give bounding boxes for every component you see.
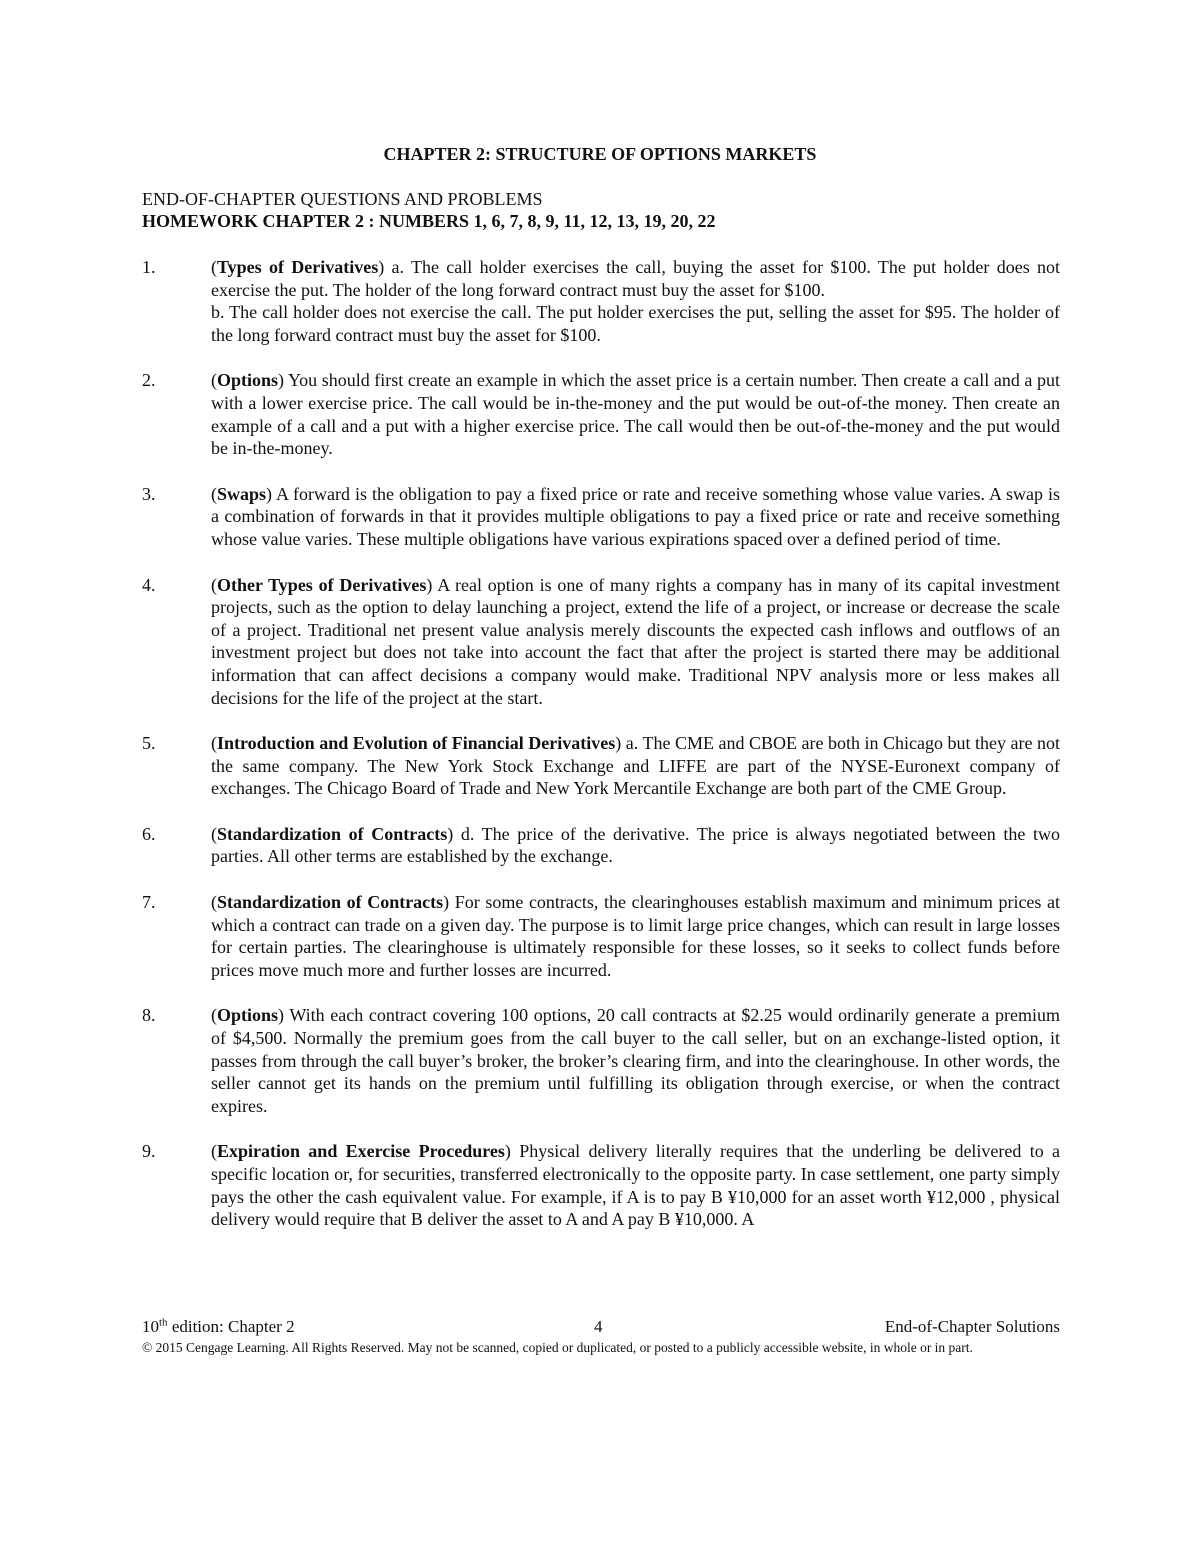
answer-paragraph bbox=[211, 1140, 1060, 1230]
answer-text: a. The CME and CBOE are both in Chicago but they are not the same company. The New York Stock Exchange and LIFFE are part of the NYSE-Euronext company of exchanges. The Chicago Board of Trade and New York Mercantile Exchange are both part of the CME Group. bbox=[211, 733, 1060, 799]
question-topic-label: Other Types of Derivatives bbox=[217, 574, 427, 595]
question-number: 3. bbox=[142, 483, 156, 504]
answer-text: You should first create an example in which the asset price is a certain number. Then create a call and a put with a lower exercise price. The call would be in-the-money and the put would be out-of-the money. Then create an example of a call and a put with a higher exercise price. The call would then be out-of-the-money and the put would be in-the-money. bbox=[211, 370, 1060, 459]
answer-paragraph bbox=[211, 891, 1060, 981]
answer-text: d. The price of the derivative. The price is always negotiated between the two parties. All other terms are established by the exchange. bbox=[211, 823, 1061, 867]
answer-paragraph bbox=[211, 1004, 1060, 1117]
answer-paragraph bbox=[211, 301, 1060, 346]
question-number: 2. bbox=[142, 370, 156, 391]
question-topic-label: Expiration and Exercise Procedures bbox=[217, 1141, 505, 1162]
question-item bbox=[142, 369, 1060, 459]
question-topic: (Standardization of Contracts) bbox=[211, 823, 461, 844]
question-number: 8. bbox=[142, 1005, 156, 1026]
footer-right-label: End-of-Chapter Solutions bbox=[884, 1317, 1060, 1336]
question-topic: (Other Types of Derivatives) bbox=[211, 574, 438, 595]
question-item bbox=[142, 1140, 1060, 1230]
question-item bbox=[142, 256, 1060, 346]
question-topic-label: Swaps bbox=[217, 483, 267, 504]
question-topic: (Introduction and Evolution of Financial Derivatives) bbox=[211, 733, 626, 754]
answer-paragraph bbox=[211, 732, 1060, 800]
answer-text: Physical delivery literally requires that the underling be delivered to a specific location or, for securities, transferred electronically to the opposite party. In case settlement, one party simply pays the other the cash equivalent value. For example, if A is to pay B ¥10,000 for an asset worth ¥12,000 , physical delivery would require that B deliver the asset to A and A pay B ¥10,000. A bbox=[211, 1141, 1060, 1230]
question-item bbox=[142, 574, 1060, 710]
answer-paragraph bbox=[211, 574, 1060, 710]
edition-number: 10 bbox=[142, 1317, 159, 1336]
homework-assignment: HOMEWORK CHAPTER 2 : NUMBERS 1, 6, 7, 8, 9, 11, 12, 13, 19, 20, 22 bbox=[142, 211, 716, 231]
question-item bbox=[142, 1004, 1060, 1117]
question-number: 7. bbox=[142, 892, 156, 913]
question-list bbox=[142, 256, 1060, 1254]
answer-text: A real option is one of many rights a company has in many of its capital investment projects, such as the option to delay launching a project, extend the life of a project, or increase or decrease the scale of a project. Traditional net present value analysis merely discounts the expected cash inflows and outflows of an investment project but does not take into account the fact that after the project is started there may be additional information that can affect decisions a company would make. Traditional NPV analysis more or less makes all decisions for the life of the project at the start. bbox=[211, 574, 1060, 708]
section-subheading: END-OF-CHAPTER QUESTIONS AND PROBLEMS bbox=[142, 189, 543, 209]
question-topic-label: Standardization of Contracts bbox=[217, 823, 448, 844]
answer-paragraph bbox=[211, 256, 1060, 301]
answer-paragraph bbox=[211, 823, 1060, 868]
page-footer bbox=[142, 1316, 1060, 1338]
question-item bbox=[142, 732, 1060, 800]
question-topic: (Types of Derivatives) bbox=[211, 257, 392, 277]
question-topic-label: Options bbox=[217, 1005, 279, 1026]
question-topic: (Expiration and Exercise Procedures) bbox=[211, 1141, 520, 1162]
question-number: 5. bbox=[142, 733, 156, 754]
answer-paragraph bbox=[211, 483, 1060, 551]
answer-text: For some contracts, the clearinghouses establish maximum and minimum prices at which a contract can trade on a given day. The purpose is to limit large price changes, which can result in large losses for certain parties. The clearinghouse is ultimately responsible for these losses, so it seeks to collect funds before prices move much more and further losses are incurred. bbox=[211, 892, 1061, 980]
question-item bbox=[142, 823, 1060, 868]
answer-text: A forward is the obligation to pay a fixed price or rate and receive something whose value varies. A swap is a combination of forwards in that it provides multiple obligations to pay a fixed price or rate and receive something whose value varies. These multiple obligations have various expirations spaced over a defined period of time. bbox=[211, 483, 1060, 549]
question-number: 4. bbox=[142, 574, 156, 595]
question-topic: (Options) bbox=[211, 370, 288, 391]
page-number: 4 bbox=[594, 1317, 603, 1336]
copyright-notice: © 2015 Cengage Learning. All Rights Reserved. May not be scanned, copied or duplicated, or posted to a publicly accessible website, in whole or in part. bbox=[142, 1340, 973, 1355]
question-number: 6. bbox=[142, 823, 156, 844]
chapter-title: CHAPTER 2: STRUCTURE OF OPTIONS MARKETS bbox=[383, 144, 817, 164]
footer-edition bbox=[142, 1316, 295, 1338]
question-item bbox=[142, 483, 1060, 551]
question-topic-label: Types of Derivatives bbox=[217, 257, 379, 277]
answer-paragraph bbox=[211, 369, 1060, 459]
question-number: 9. bbox=[142, 1141, 156, 1162]
question-topic-label: Options bbox=[217, 370, 279, 391]
answer-text: With each contract covering 100 options, 20 call contracts at $2.25 would ordinarily generate a premium of $4,500. Normally the premium goes from the call buyer to the call seller, but on an exchange-listed option, it passes from through the call buyer’s broker, the broker’s clearing firm, and into the clearinghouse. In other words, the seller cannot get its hands on the premium until fulfilling its obligation through exercise, or when the contract expires. bbox=[211, 1005, 1060, 1116]
question-topic-label: Introduction and Evolution of Financial Derivatives bbox=[217, 733, 616, 754]
question-topic: (Swaps) bbox=[211, 483, 277, 504]
edition-suffix: th bbox=[159, 1316, 168, 1329]
question-topic: (Options) bbox=[211, 1005, 290, 1026]
question-topic-label: Standardization of Contracts bbox=[217, 892, 444, 913]
question-topic: (Standardization of Contracts) bbox=[211, 892, 455, 913]
answer-text: a. The call holder exercises the call, buying the asset for $100. The put holder does not exercise the put. The holder of the long forward contract must buy the asset for $100. bbox=[211, 257, 1061, 300]
edition-text: edition: Chapter 2 bbox=[167, 1317, 295, 1336]
question-number: 1. bbox=[142, 257, 156, 277]
answer-text: b. The call holder does not exercise the call. The put holder exercises the put, selling the asset for $95. The holder of the long forward contract must buy the asset for $100. bbox=[211, 302, 1060, 345]
question-item bbox=[142, 891, 1060, 981]
